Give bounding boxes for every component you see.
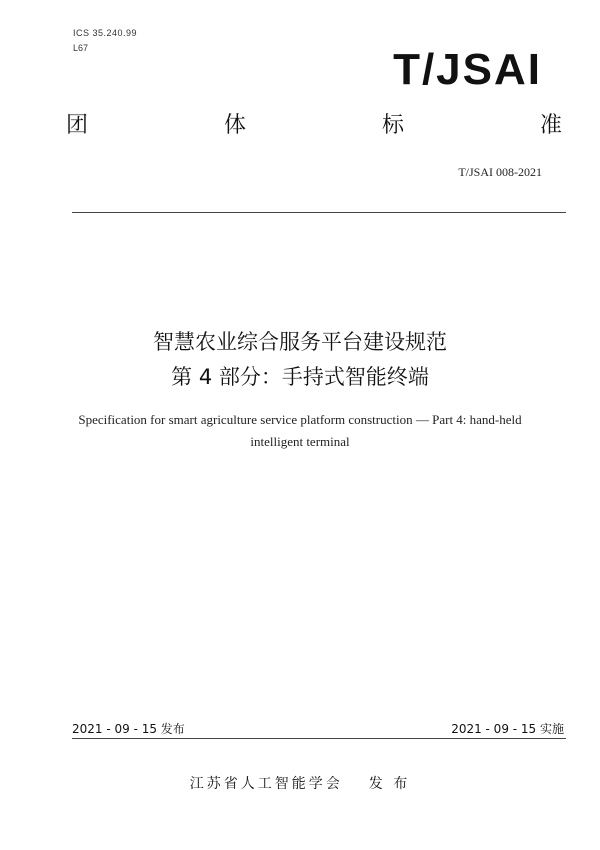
- ics-code: ICS 35.240.99: [73, 28, 138, 38]
- standard-type-char: 团: [66, 113, 89, 138]
- implementation-date: 2021 - 09 - 15 实施: [451, 722, 564, 736]
- publisher: [0, 773, 600, 793]
- title-english-line-2: intelligent terminal: [250, 434, 350, 449]
- standard-brand-logo: T/JSAI: [393, 45, 542, 94]
- footer-divider: [72, 738, 566, 739]
- ccs-code: L67: [73, 43, 89, 53]
- standard-type-char: 标: [381, 113, 404, 138]
- issue-date: 2021 - 09 - 15 发布: [72, 722, 185, 736]
- title-chinese-line-1: 智慧农业综合服务平台建设规范: [153, 330, 447, 354]
- title-english-line-1: Specification for smart agriculture service platform construction — Part 4: hand-held: [78, 412, 522, 427]
- standard-type-char: 体: [223, 113, 246, 138]
- standard-type-char: 准: [539, 113, 562, 138]
- publisher-name: 江苏省人工智能学会: [189, 776, 343, 792]
- header-divider: [72, 212, 566, 213]
- publisher-action: 发 布: [368, 776, 411, 792]
- standard-type-heading: [66, 115, 562, 137]
- title-chinese-line-2: 第 4 部分：手持式智能终端: [171, 365, 429, 389]
- standard-number: T/JSAI 008-2021: [458, 165, 542, 179]
